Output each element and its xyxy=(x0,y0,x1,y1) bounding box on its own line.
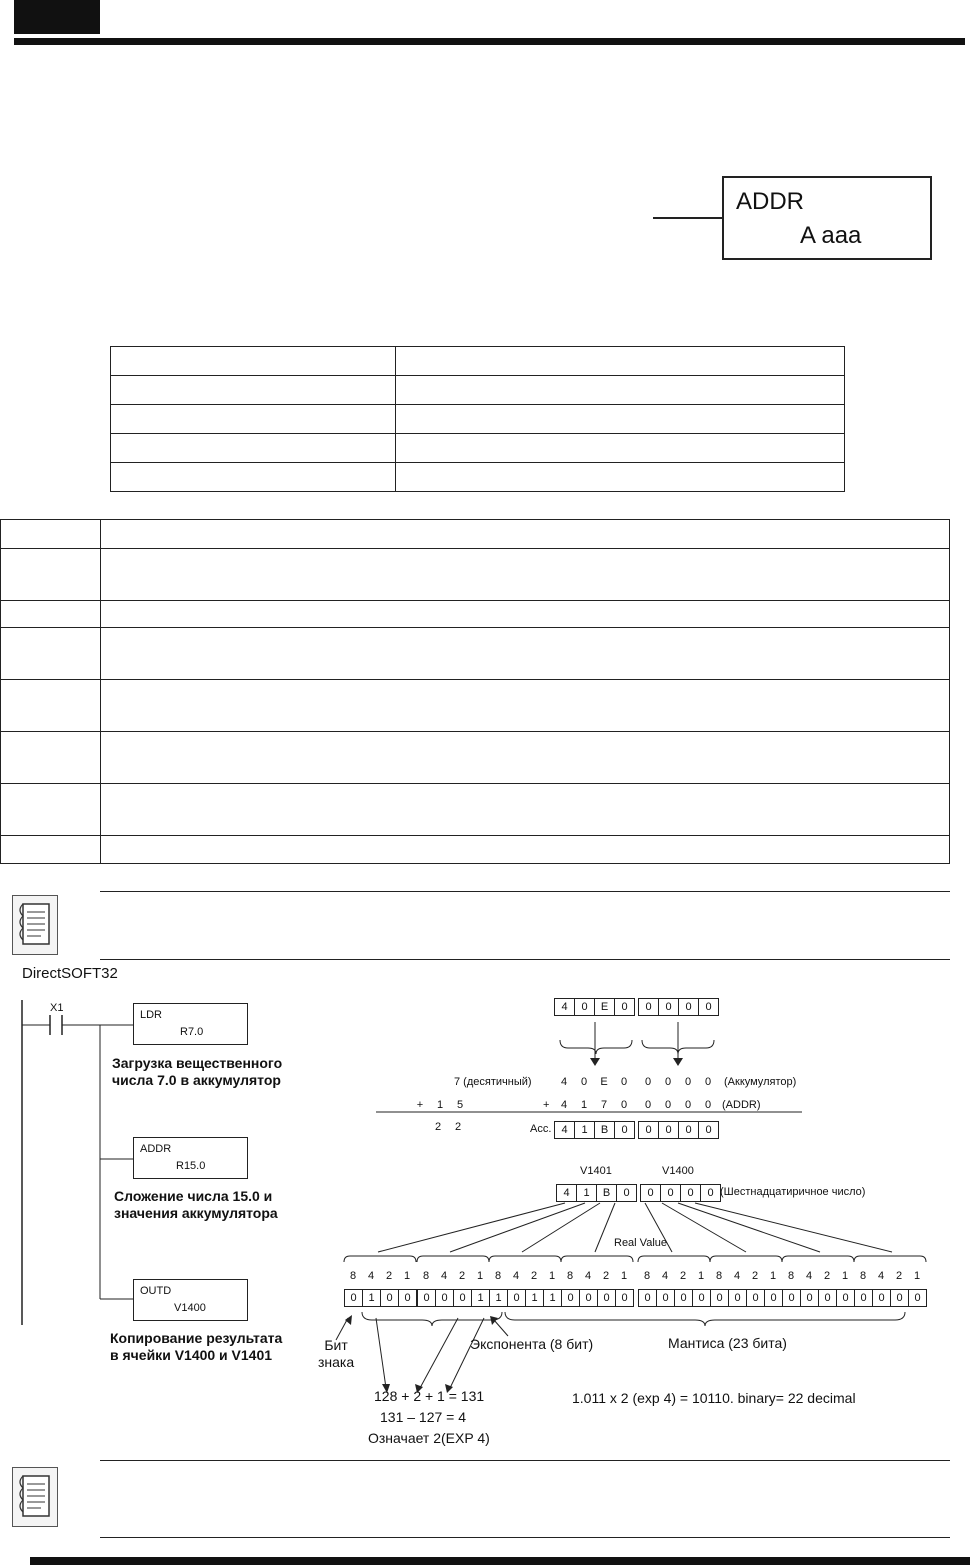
bit-cell: 0 xyxy=(507,1289,526,1307)
top-register-cell: 0 xyxy=(638,998,659,1016)
bit-weight-label: 4 xyxy=(661,1270,669,1282)
accumulator-digit: 0 xyxy=(704,1076,712,1088)
top-register-cell: 0 xyxy=(678,998,699,1016)
bit-weight-label: 2 xyxy=(823,1270,831,1282)
bit-cell: 1 xyxy=(471,1289,490,1307)
result-22-digit: 2 xyxy=(434,1121,442,1133)
note-rule xyxy=(100,1460,950,1461)
footer-rule xyxy=(30,1557,970,1565)
top-register-cell: 4 xyxy=(554,998,575,1016)
accumulator-digit: 0 xyxy=(620,1076,628,1088)
note-rule xyxy=(100,1537,950,1538)
accumulator-digit: 0 xyxy=(644,1076,652,1088)
addr-digit: 0 xyxy=(704,1099,712,1111)
bit-cell: 0 xyxy=(615,1289,634,1307)
result-register-cell: 0 xyxy=(638,1121,659,1139)
hex-register-cell: 0 xyxy=(660,1184,681,1202)
addr-mnemonic: ADDR xyxy=(140,1143,172,1155)
bit-cell: 1 xyxy=(489,1289,508,1307)
outd-mnemonic: OUTD xyxy=(140,1285,172,1297)
plus-15-digit: + xyxy=(416,1099,424,1111)
bit-cell: 0 xyxy=(854,1289,873,1307)
hex-register-cell: 0 xyxy=(700,1184,721,1202)
bit-cell: 0 xyxy=(710,1289,729,1307)
result-22-digit: 2 xyxy=(454,1121,462,1133)
real-value-label: Real Value xyxy=(614,1237,667,1249)
bit-weight-label: 2 xyxy=(530,1270,538,1282)
bit-weight-label: 8 xyxy=(859,1270,867,1282)
bit-weight-label: 1 xyxy=(620,1270,628,1282)
bit-weight-label: 2 xyxy=(602,1270,610,1282)
top-register-cell: E xyxy=(594,998,615,1016)
decimal-7-label: 7 (десятичный) xyxy=(454,1076,532,1088)
hex-register-cell: 0 xyxy=(640,1184,661,1202)
bit-cell: 0 xyxy=(674,1289,693,1307)
bit-cell: 0 xyxy=(818,1289,837,1307)
bit-weight-label: 2 xyxy=(895,1270,903,1282)
bit-weight-label: 2 xyxy=(385,1270,393,1282)
bit-cell: 0 xyxy=(692,1289,711,1307)
sign-line: Бит xyxy=(324,1337,348,1353)
bit-weight-label: 8 xyxy=(787,1270,795,1282)
bit-cell: 0 xyxy=(656,1289,675,1307)
bit-weight-label: 8 xyxy=(422,1270,430,1282)
addr-digit: 0 xyxy=(664,1099,672,1111)
bit-weight-label: 8 xyxy=(349,1270,357,1282)
bit-cell: 0 xyxy=(836,1289,855,1307)
instruction-mnemonic: ADDR xyxy=(736,188,805,215)
bit-weight-label: 2 xyxy=(679,1270,687,1282)
sign-line: знака xyxy=(318,1354,355,1370)
bit-weight-label: 2 xyxy=(751,1270,759,1282)
caption-line: значения аккумулятора xyxy=(114,1205,278,1221)
top-register-cell: 0 xyxy=(658,998,679,1016)
addr-digit: 7 xyxy=(600,1099,608,1111)
bit-weight-label: 4 xyxy=(733,1270,741,1282)
bit-cell: 0 xyxy=(417,1289,436,1307)
bit-cell: 0 xyxy=(782,1289,801,1307)
bit-weight-label: 1 xyxy=(548,1270,556,1282)
hex-register-cell: 0 xyxy=(616,1184,637,1202)
instruction-operand: A aaa xyxy=(800,222,862,249)
bit-cell: 0 xyxy=(764,1289,783,1307)
exponent-label: Экспонента (8 бит) xyxy=(470,1336,594,1352)
top-register-cell: 0 xyxy=(614,998,635,1016)
bit-cell: 0 xyxy=(728,1289,747,1307)
addr-digit: 0 xyxy=(644,1099,652,1111)
bit-weight-label: 4 xyxy=(584,1270,592,1282)
bit-weight-label: 1 xyxy=(476,1270,484,1282)
bit-weight-label: 8 xyxy=(494,1270,502,1282)
bit-weight-label: 1 xyxy=(697,1270,705,1282)
bit-cell: 0 xyxy=(638,1289,657,1307)
bit-weight-label: 4 xyxy=(805,1270,813,1282)
bit-weight-label: 8 xyxy=(715,1270,723,1282)
bit-weight-label: 1 xyxy=(841,1270,849,1282)
bit-cell: 0 xyxy=(435,1289,454,1307)
result-register-cell: 0 xyxy=(678,1121,699,1139)
mantissa-label: Мантиса (23 бита) xyxy=(668,1335,787,1351)
accumulator-digit: 0 xyxy=(580,1076,588,1088)
accumulator-digit: 4 xyxy=(560,1076,568,1088)
equation-2: 131 – 127 = 4 xyxy=(380,1409,467,1425)
bit-cell: 0 xyxy=(561,1289,580,1307)
addr-digit: 4 xyxy=(560,1099,568,1111)
result-register-cell: 0 xyxy=(698,1121,719,1139)
bit-weight-label: 1 xyxy=(769,1270,777,1282)
ldr-operand: R7.0 xyxy=(180,1026,204,1038)
accumulator-digit: 0 xyxy=(664,1076,672,1088)
result-register-cell: 4 xyxy=(554,1121,575,1139)
v1400-label: V1400 xyxy=(662,1165,694,1177)
addr-digit: 0 xyxy=(620,1099,628,1111)
bit-cell: 1 xyxy=(543,1289,562,1307)
bit-cell: 0 xyxy=(800,1289,819,1307)
bit-cell: 0 xyxy=(398,1289,417,1307)
bit-cell: 0 xyxy=(579,1289,598,1307)
top-register-cell: 0 xyxy=(574,998,595,1016)
bit-weight-label: 1 xyxy=(403,1270,411,1282)
result-register-cell: 0 xyxy=(658,1121,679,1139)
equation-1: 128 + 2 + 1 = 131 xyxy=(374,1388,485,1404)
result-register-cell: 1 xyxy=(574,1121,595,1139)
bit-weight-label: 8 xyxy=(566,1270,574,1282)
sign-bit-label xyxy=(318,1337,354,1371)
note-icon xyxy=(12,1467,58,1527)
caption-line: в ячейки V1400 и V1401 xyxy=(110,1347,273,1363)
bit-weight-label: 4 xyxy=(512,1270,520,1282)
caption-line: Загрузка вещественного xyxy=(112,1055,283,1071)
contact-label: X1 xyxy=(50,1002,64,1014)
bit-cell: 0 xyxy=(746,1289,765,1307)
bit-weight-label: 4 xyxy=(440,1270,448,1282)
software-label: DirectSOFT32 xyxy=(22,965,118,982)
bit-weight-label: 2 xyxy=(458,1270,466,1282)
outd-operand: V1400 xyxy=(174,1302,206,1314)
accumulator-digit: 0 xyxy=(684,1076,692,1088)
caption-line: числа 7.0 в аккумулятор xyxy=(112,1072,281,1088)
bit-weight-label: 4 xyxy=(877,1270,885,1282)
bit-cell: 0 xyxy=(872,1289,891,1307)
result-register-cell: 0 xyxy=(614,1121,635,1139)
bit-cell: 0 xyxy=(380,1289,399,1307)
addr-operand: R15.0 xyxy=(176,1160,206,1172)
addr-digit: 0 xyxy=(684,1099,692,1111)
accumulator-label: (Аккумулятор) xyxy=(724,1076,797,1088)
top-register-cell: 0 xyxy=(698,998,719,1016)
equation-3: Означает 2(EXP 4) xyxy=(368,1430,490,1446)
addr-digit: 1 xyxy=(580,1099,588,1111)
accumulator-digit: E xyxy=(600,1076,608,1088)
hex-register-cell: 1 xyxy=(576,1184,597,1202)
caption-line: Копирование результата xyxy=(110,1330,283,1346)
bit-cell: 0 xyxy=(344,1289,363,1307)
hex-register-cell: 0 xyxy=(680,1184,701,1202)
plus-sign: + xyxy=(543,1099,550,1111)
bit-cell: 0 xyxy=(597,1289,616,1307)
result-register-cell: B xyxy=(594,1121,615,1139)
bit-weight-label: 4 xyxy=(367,1270,375,1282)
hex-label: (Шестнадцатиричное число) xyxy=(720,1186,866,1198)
acc-prefix: Acc. xyxy=(530,1123,552,1135)
bit-cell: 0 xyxy=(453,1289,472,1307)
plus-15-digit: 5 xyxy=(456,1099,464,1111)
bit-cell: 1 xyxy=(525,1289,544,1307)
addr-row-label: (ADDR) xyxy=(722,1099,761,1111)
bit-weight-label: 8 xyxy=(643,1270,651,1282)
bit-cell: 1 xyxy=(362,1289,381,1307)
caption-line: Сложение числа 15.0 и xyxy=(114,1188,273,1204)
bit-weight-label: 1 xyxy=(913,1270,921,1282)
equation-4: 1.011 x 2 (exp 4) = 10110. binary= 22 decimal xyxy=(572,1390,856,1406)
hex-register-cell: 4 xyxy=(556,1184,577,1202)
v1401-label: V1401 xyxy=(580,1165,612,1177)
plus-15-digit: 1 xyxy=(436,1099,444,1111)
hex-register-cell: B xyxy=(596,1184,617,1202)
bit-cell: 0 xyxy=(890,1289,909,1307)
bit-cell: 0 xyxy=(908,1289,927,1307)
ldr-mnemonic: LDR xyxy=(140,1009,163,1021)
